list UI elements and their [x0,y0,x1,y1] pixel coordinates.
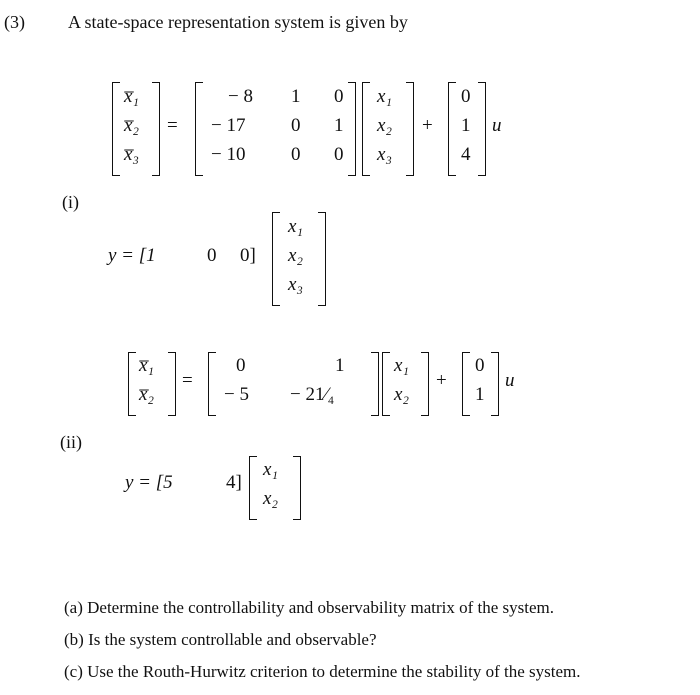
equals-sign: = [182,370,193,391]
matrix-a-cell: 1 [334,115,344,136]
matrix-b-cell: 1 [461,115,471,136]
question-b: (b) Is the system controllable and observable? [64,630,377,649]
bracket-right [371,352,379,416]
bracket-left [195,82,203,176]
state-var-1: x̅₁ [124,86,140,107]
state-var-2: x̅₂ [139,384,155,405]
matrix-b-cell: 0 [475,355,485,376]
x-vector-entry: x₂ [394,384,410,405]
bracket-right [478,82,486,176]
matrix-c-cell: 0] [240,245,256,266]
x-vector-entry: x₁ [394,355,410,376]
bracket-left [448,82,456,176]
x-vector-entry: x₂ [377,115,393,136]
matrix-c-cell: 0 [207,245,217,266]
part-ii-label: (ii) [60,432,82,452]
input-u: u [505,370,515,391]
bracket-right [348,82,356,176]
part-i-label: (i) [62,192,79,212]
matrix-a-cell: 0 [236,355,246,376]
matrix-a-cell: 0 [291,144,301,165]
equals-sign: = [167,115,178,136]
matrix-a-cell: − 17 [211,115,246,136]
question-a: (a) Determine the controllability and observability matrix of the system. [64,598,555,617]
bracket-left [272,212,280,306]
matrix-a-cell: − 8 [228,86,253,107]
input-u: u [492,115,502,136]
bracket-right [491,352,499,416]
bracket-right [318,212,326,306]
matrix-a-cell: − 10 [211,144,246,165]
bracket-right [293,456,301,520]
bracket-left [112,82,120,176]
state-var-1: x̅₁ [139,355,155,376]
x-vector-entry: x₂ [288,245,304,266]
matrix-b-cell: 0 [461,86,471,107]
matrix-a-cell: 0 [291,115,301,136]
bracket-right [421,352,429,416]
plus-sign: + [422,115,433,136]
matrix-c-cell: 4] [226,472,242,493]
matrix-b-cell: 1 [475,384,485,405]
matrix-a-cell: 1 [291,86,301,107]
matrix-a-cell: 0 [334,86,344,107]
bracket-right [406,82,414,176]
x-vector-entry: x₁ [263,459,279,480]
bracket-right [168,352,176,416]
x-vector-entry: x₃ [377,144,393,165]
matrix-a-cell: 0 [334,144,344,165]
matrix-a-cell: 1 [335,355,345,376]
question-c: (c) Use the Routh-Hurwitz criterion to determine the stability of the system. [64,662,581,681]
x-vector-entry: x₃ [288,274,304,295]
problem-intro: A state-space representation system is given by [68,12,408,32]
output-lhs: y = [1 [108,245,156,266]
plus-sign: + [436,370,447,391]
state-var-2: x̅₂ [124,115,140,136]
x-vector-entry: x₁ [377,86,393,107]
bracket-left [382,352,390,416]
bracket-left [128,352,136,416]
matrix-a-cell: − 21⁄₄ [290,384,335,405]
bracket-left [249,456,257,520]
problem-number: (3) [4,12,25,32]
matrix-a-cell: − 5 [224,384,249,405]
state-var-3: x̅₃ [124,144,140,165]
x-vector-entry: x₁ [288,216,304,237]
bracket-left [362,82,370,176]
matrix-b-cell: 4 [461,144,471,165]
bracket-left [462,352,470,416]
x-vector-entry: x₂ [263,488,279,509]
bracket-right [152,82,160,176]
output-lhs: y = [5 [125,472,173,493]
bracket-left [208,352,216,416]
